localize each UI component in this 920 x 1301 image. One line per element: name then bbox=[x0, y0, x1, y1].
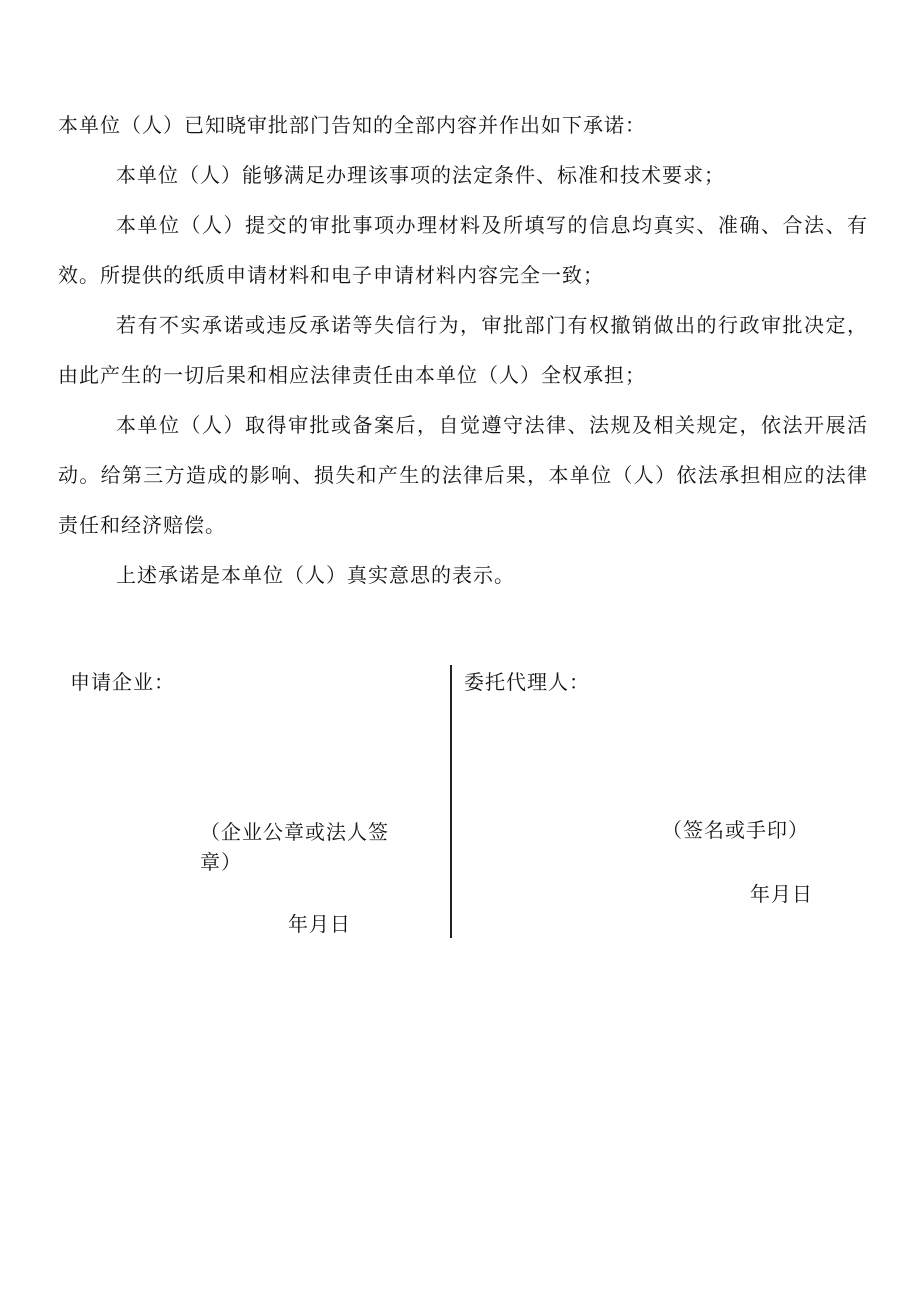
commitment-body bbox=[58, 100, 868, 600]
agent-label: 委托代理人： bbox=[464, 670, 590, 694]
applicant-seal-note: （企业公章或法人签章） bbox=[200, 820, 389, 874]
intro-paragraph: 本单位（人）已知晓审批部门告知的全部内容并作出如下承诺： bbox=[58, 113, 646, 137]
commitment-compliance: 本单位（人）取得审批或备案后，自觉遵守法律、法规及相关规定，依法开展活动。给第三方造成的影响、损失和产生的法律后果，本单位（人）依法承担相应的法律责任和经济赔偿。 bbox=[58, 413, 868, 537]
commitment-liability: 若有不实承诺或违反承诺等失信行为，审批部门有权撤销做出的行政审批决定，由此产生的一切后果和相应法律责任由本单位（人）全权承担； bbox=[58, 313, 868, 387]
agent-sign-note: （签名或手印） bbox=[662, 818, 809, 842]
commitment-materials: 本单位（人）提交的审批事项办理材料及所填写的信息均真实、准确、合法、有效。所提供的纸质申请材料和电子申请材料内容完全一致； bbox=[58, 213, 868, 287]
signature-divider bbox=[450, 665, 452, 938]
commitment-declaration: 上述承诺是本单位（人）真实意思的表示。 bbox=[116, 563, 515, 587]
signature-section bbox=[58, 665, 868, 940]
applicant-date: 年月日 bbox=[288, 912, 351, 936]
applicant-label: 申请企业： bbox=[70, 670, 175, 694]
commitment-conditions: 本单位（人）能够满足办理该事项的法定条件、标准和技术要求； bbox=[116, 163, 725, 187]
agent-date: 年月日 bbox=[750, 882, 813, 906]
